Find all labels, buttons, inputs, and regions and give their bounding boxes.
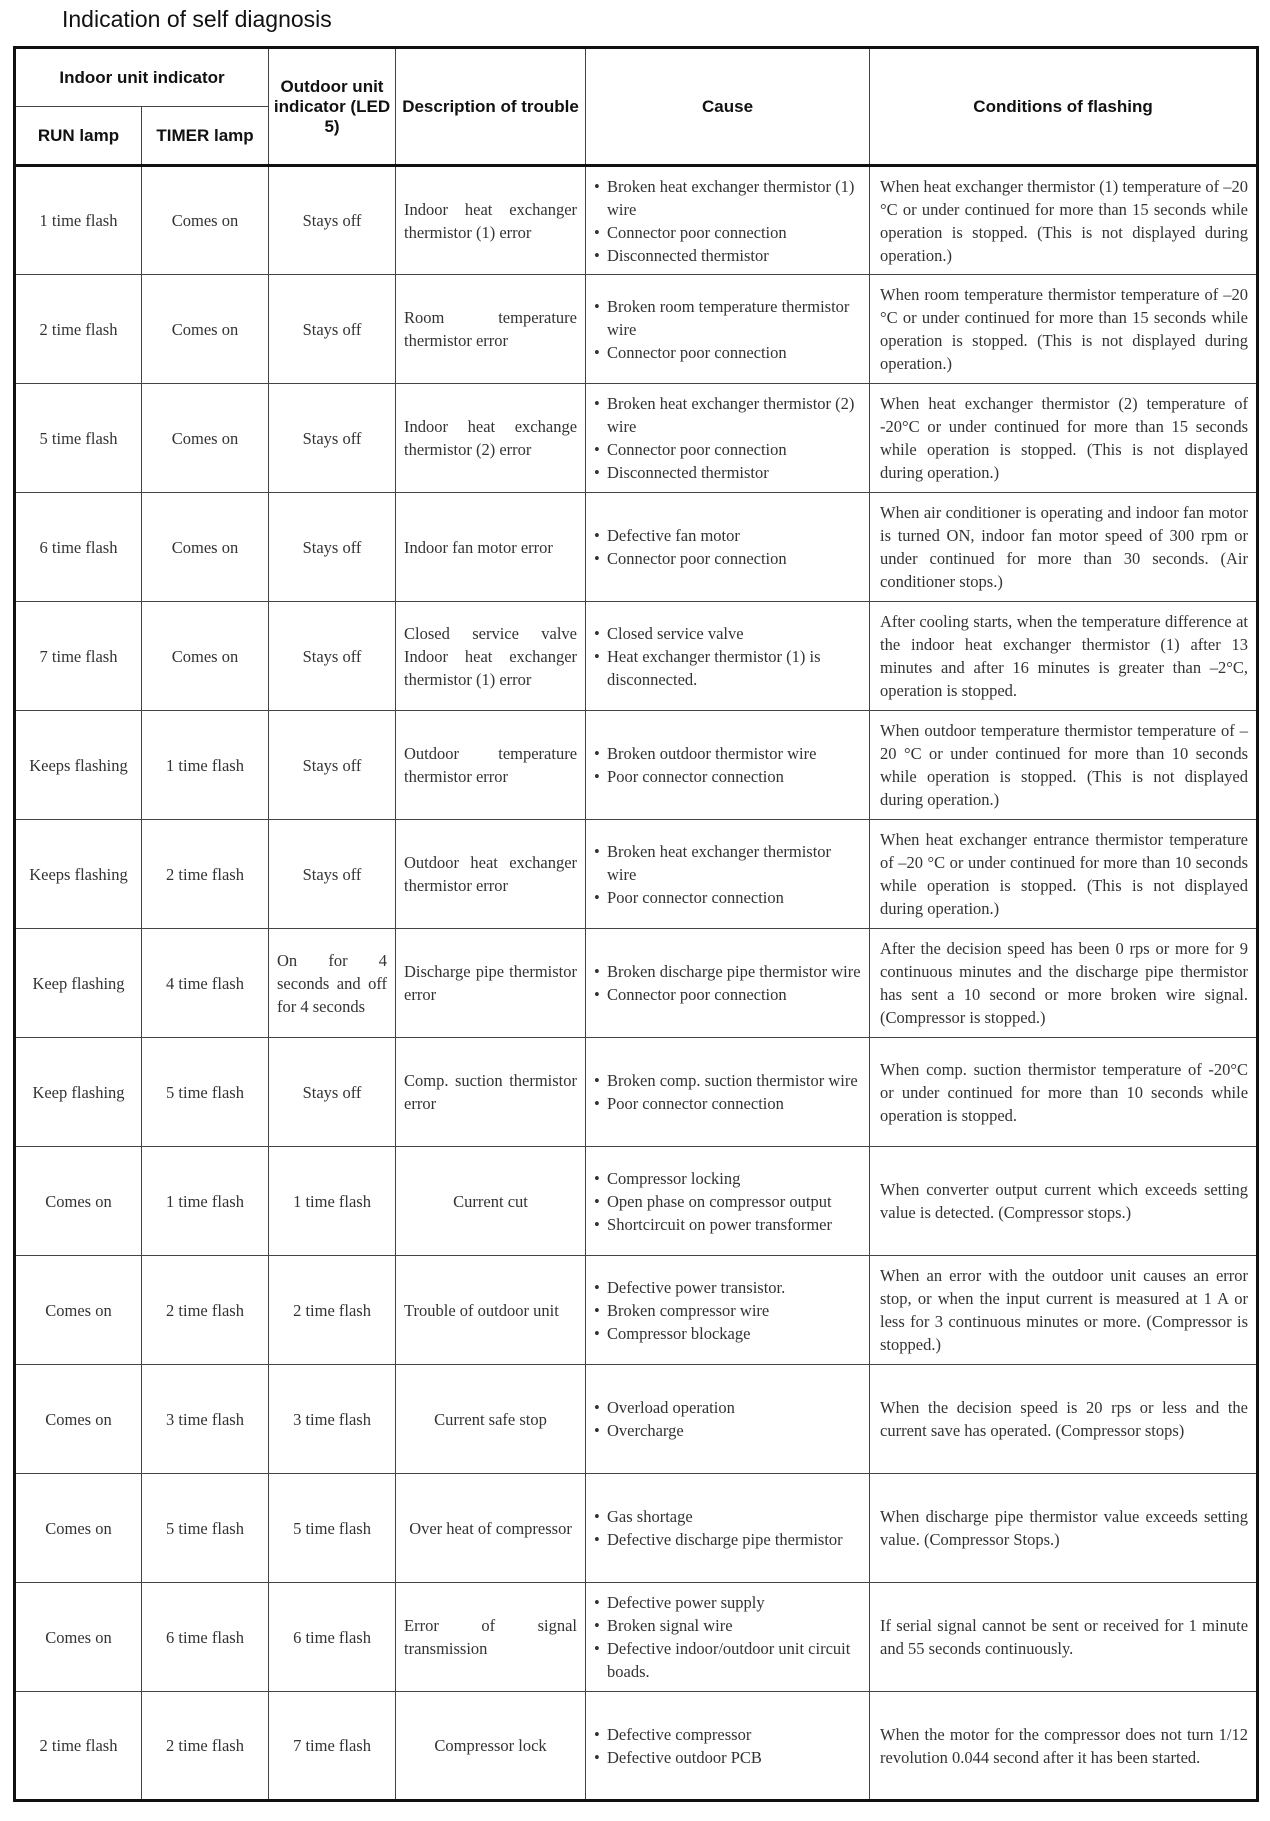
description-header: Description of trouble — [396, 48, 586, 166]
timer-lamp-cell: 5 time flash — [142, 1474, 269, 1583]
cause-list — [594, 524, 861, 570]
cause-list — [594, 392, 861, 484]
cause-cell — [586, 493, 870, 602]
description-cell: Outdoor heat exchanger thermistor error — [396, 820, 586, 929]
cause-item: • Defective indoor/outdoor unit circuit boads. — [594, 1637, 861, 1683]
led5-cell: Stays off — [269, 275, 396, 384]
table-row — [15, 711, 1258, 820]
conditions-cell: When discharge pipe thermistor value exceeds setting value. (Compressor Stops.) — [870, 1474, 1258, 1583]
led5-cell: 1 time flash — [269, 1147, 396, 1256]
run-lamp-header: RUN lamp — [15, 107, 142, 166]
run-lamp-cell: Comes on — [15, 1256, 142, 1365]
cause-item: • Defective power supply — [594, 1591, 861, 1614]
timer-lamp-header: TIMER lamp — [142, 107, 269, 166]
description-cell: Indoor fan motor error — [396, 493, 586, 602]
cause-item: • Connector poor connection — [594, 438, 861, 461]
cause-cell — [586, 711, 870, 820]
description-cell: Outdoor temperature thermistor error — [396, 711, 586, 820]
run-lamp-cell: Keep flashing — [15, 929, 142, 1038]
description-cell: Indoor heat exchanger thermistor (1) error — [396, 166, 586, 275]
description-cell: Error of signal transmission — [396, 1583, 586, 1692]
description-cell: Current safe stop — [396, 1365, 586, 1474]
timer-lamp-cell: 2 time flash — [142, 1256, 269, 1365]
led5-cell: Stays off — [269, 493, 396, 602]
cause-item: • Broken outdoor thermistor wire — [594, 742, 861, 765]
table-row — [15, 493, 1258, 602]
cause-item: • Gas shortage — [594, 1505, 861, 1528]
cause-item: • Broken heat exchanger thermistor wire — [594, 840, 861, 886]
led5-cell: 3 time flash — [269, 1365, 396, 1474]
conditions-cell: When an error with the outdoor unit causes an error stop, or when the input current is measured at 1 A or less for 3 continuous minutes or more. (Compressor is stopped.) — [870, 1256, 1258, 1365]
cause-item: • Broken discharge pipe thermistor wire — [594, 960, 861, 983]
timer-lamp-cell: Comes on — [142, 384, 269, 493]
led5-cell: Stays off — [269, 602, 396, 711]
conditions-cell: When room temperature thermistor temperature of –20 °C or under continued for more than 15 seconds while operation is stopped. (This is not displayed during operation.) — [870, 275, 1258, 384]
run-lamp-cell: Keeps flashing — [15, 820, 142, 929]
cause-cell — [586, 1474, 870, 1583]
table-header — [15, 48, 1258, 166]
cause-list — [594, 840, 861, 909]
description-cell: Trouble of outdoor unit — [396, 1256, 586, 1365]
table-row — [15, 1038, 1258, 1147]
cause-item: • Overcharge — [594, 1419, 861, 1442]
conditions-cell: After cooling starts, when the temperature difference at the indoor heat exchanger thermistor (1) after 13 minutes and after 16 minutes is greater than –2°C, operation is stopped. — [870, 602, 1258, 711]
cause-cell — [586, 1692, 870, 1801]
led5-cell: Stays off — [269, 166, 396, 275]
cause-cell — [586, 1038, 870, 1147]
cause-list — [594, 622, 861, 691]
conditions-cell: When comp. suction thermistor temperature of -20°C or under continued for more than 10 seconds while operation is stopped. — [870, 1038, 1258, 1147]
outdoor-unit-indicator-header: Outdoor unit indicator (LED 5) — [269, 48, 396, 166]
cause-item: • Connector poor connection — [594, 221, 861, 244]
table-row — [15, 275, 1258, 384]
led5-cell: 6 time flash — [269, 1583, 396, 1692]
cause-list — [594, 175, 861, 267]
conditions-cell: When converter output current which exceeds setting value is detected. (Compressor stops.) — [870, 1147, 1258, 1256]
timer-lamp-cell: 4 time flash — [142, 929, 269, 1038]
cause-list — [594, 295, 861, 364]
led5-cell: 2 time flash — [269, 1256, 396, 1365]
cause-list — [594, 1167, 861, 1236]
table-row — [15, 1365, 1258, 1474]
cause-list — [594, 742, 861, 788]
led5-cell: Stays off — [269, 1038, 396, 1147]
conditions-cell: When the decision speed is 20 rps or less and the current save has operated. (Compressor stops) — [870, 1365, 1258, 1474]
cause-list — [594, 1069, 861, 1115]
cause-item: • Broken heat exchanger thermistor (1) wire — [594, 175, 861, 221]
cause-item: • Poor connector connection — [594, 765, 861, 788]
run-lamp-cell: Comes on — [15, 1365, 142, 1474]
cause-cell — [586, 820, 870, 929]
cause-cell — [586, 275, 870, 384]
cause-item: • Connector poor connection — [594, 547, 861, 570]
table-row — [15, 602, 1258, 711]
cause-item: • Shortcircuit on power transformer — [594, 1213, 861, 1236]
cause-item: • Broken signal wire — [594, 1614, 861, 1637]
cause-item: • Compressor blockage — [594, 1322, 861, 1345]
led5-cell: 5 time flash — [269, 1474, 396, 1583]
cause-cell — [586, 1583, 870, 1692]
timer-lamp-cell: 3 time flash — [142, 1365, 269, 1474]
cause-item: • Open phase on compressor output — [594, 1190, 861, 1213]
cause-item: • Defective outdoor PCB — [594, 1746, 861, 1769]
cause-item: • Connector poor connection — [594, 341, 861, 364]
table-row — [15, 1474, 1258, 1583]
cause-list — [594, 1505, 861, 1551]
led5-cell: 7 time flash — [269, 1692, 396, 1801]
run-lamp-cell: Keeps flashing — [15, 711, 142, 820]
table-row — [15, 1256, 1258, 1365]
table-row — [15, 384, 1258, 493]
description-cell: Current cut — [396, 1147, 586, 1256]
cause-item: • Broken comp. suction thermistor wire — [594, 1069, 861, 1092]
cause-item: • Closed service valve — [594, 622, 861, 645]
description-cell: Room temperature thermistor error — [396, 275, 586, 384]
description-cell: Indoor heat exchange thermistor (2) error — [396, 384, 586, 493]
run-lamp-cell: Comes on — [15, 1147, 142, 1256]
run-lamp-cell: 1 time flash — [15, 166, 142, 275]
conditions-cell: When heat exchanger thermistor (1) temperature of –20 °C or under continued for more than 15 seconds while operation is stopped. (This is not displayed during operation.) — [870, 166, 1258, 275]
cause-cell — [586, 1365, 870, 1474]
self-diagnosis-table — [13, 46, 1259, 1802]
conditions-cell: When outdoor temperature thermistor temperature of –20 °C or under continued for more than 10 seconds while operation is stopped. (This is not displayed during operation.) — [870, 711, 1258, 820]
timer-lamp-cell: 1 time flash — [142, 1147, 269, 1256]
cause-item: • Defective fan motor — [594, 524, 861, 547]
timer-lamp-cell: Comes on — [142, 166, 269, 275]
cause-item: • Defective compressor — [594, 1723, 861, 1746]
timer-lamp-cell: 5 time flash — [142, 1038, 269, 1147]
description-cell: Over heat of compressor — [396, 1474, 586, 1583]
run-lamp-cell: 5 time flash — [15, 384, 142, 493]
run-lamp-cell: Keep flashing — [15, 1038, 142, 1147]
table-row — [15, 820, 1258, 929]
cause-cell — [586, 1256, 870, 1365]
cause-item: • Broken room temperature thermistor wire — [594, 295, 861, 341]
timer-lamp-cell: 2 time flash — [142, 820, 269, 929]
led5-cell: Stays off — [269, 711, 396, 820]
timer-lamp-cell: Comes on — [142, 275, 269, 384]
timer-lamp-cell: Comes on — [142, 602, 269, 711]
led5-cell: On for 4 seconds and off for 4 seconds — [269, 929, 396, 1038]
cause-item: • Disconnected thermistor — [594, 244, 861, 267]
run-lamp-cell: Comes on — [15, 1583, 142, 1692]
run-lamp-cell: 6 time flash — [15, 493, 142, 602]
cause-item: • Defective power transistor. — [594, 1276, 861, 1299]
table-row — [15, 1692, 1258, 1801]
cause-list — [594, 1276, 861, 1345]
cause-item: • Overload operation — [594, 1396, 861, 1419]
conditions-cell: If serial signal cannot be sent or received for 1 minute and 55 seconds continuously. — [870, 1583, 1258, 1692]
cause-item: • Heat exchanger thermistor (1) is disconnected. — [594, 645, 861, 691]
table-body — [15, 166, 1258, 1801]
cause-list — [594, 1396, 861, 1442]
page-title: Indication of self diagnosis — [62, 6, 332, 32]
run-lamp-cell: 2 time flash — [15, 1692, 142, 1801]
led5-cell: Stays off — [269, 820, 396, 929]
cause-cell — [586, 929, 870, 1038]
run-lamp-cell: 2 time flash — [15, 275, 142, 384]
led5-cell: Stays off — [269, 384, 396, 493]
cause-item: • Poor connector connection — [594, 886, 861, 909]
cause-item: • Connector poor connection — [594, 983, 861, 1006]
timer-lamp-cell: 2 time flash — [142, 1692, 269, 1801]
timer-lamp-cell: Comes on — [142, 493, 269, 602]
table-row — [15, 929, 1258, 1038]
indoor-unit-indicator-header: Indoor unit indicator — [15, 48, 269, 107]
cause-item: • Defective discharge pipe thermistor — [594, 1528, 861, 1551]
cause-cell — [586, 1147, 870, 1256]
run-lamp-cell: Comes on — [15, 1474, 142, 1583]
description-cell: Compressor lock — [396, 1692, 586, 1801]
description-cell: Closed service valve Indoor heat exchanger thermistor (1) error — [396, 602, 586, 711]
run-lamp-cell: 7 time flash — [15, 602, 142, 711]
cause-item: • Broken heat exchanger thermistor (2) wire — [594, 392, 861, 438]
conditions-header: Conditions of flashing — [870, 48, 1258, 166]
conditions-cell: After the decision speed has been 0 rps or more for 9 continuous minutes and the discharge pipe thermistor has sent a 10 second or more broken wire signal. (Compressor is stopped.) — [870, 929, 1258, 1038]
table-row — [15, 1583, 1258, 1692]
timer-lamp-cell: 1 time flash — [142, 711, 269, 820]
cause-item: • Compressor locking — [594, 1167, 861, 1190]
description-cell: Discharge pipe thermistor error — [396, 929, 586, 1038]
cause-header: Cause — [586, 48, 870, 166]
conditions-cell: When heat exchanger thermistor (2) temperature of -20°C or under continued for more than 15 seconds while operation is stopped. (This is not displayed during operation.) — [870, 384, 1258, 493]
cause-cell — [586, 384, 870, 493]
table-row — [15, 1147, 1258, 1256]
cause-cell — [586, 602, 870, 711]
conditions-cell: When heat exchanger entrance thermistor temperature of –20 °C or under continued for more than 10 seconds while operation is stopped. (This is not displayed during operation.) — [870, 820, 1258, 929]
cause-item: • Poor connector connection — [594, 1092, 861, 1115]
cause-list — [594, 1723, 861, 1769]
cause-list — [594, 960, 861, 1006]
cause-cell — [586, 166, 870, 275]
cause-item: • Disconnected thermistor — [594, 461, 861, 484]
conditions-cell: When air conditioner is operating and indoor fan motor is turned ON, indoor fan motor speed of 300 rpm or under continued for more than 30 seconds. (Air conditioner stops.) — [870, 493, 1258, 602]
timer-lamp-cell: 6 time flash — [142, 1583, 269, 1692]
description-cell: Comp. suction thermistor error — [396, 1038, 586, 1147]
conditions-cell: When the motor for the compressor does not turn 1/12 revolution 0.044 second after it has been started. — [870, 1692, 1258, 1801]
cause-list — [594, 1591, 861, 1683]
cause-item: • Broken compressor wire — [594, 1299, 861, 1322]
table-row — [15, 166, 1258, 275]
